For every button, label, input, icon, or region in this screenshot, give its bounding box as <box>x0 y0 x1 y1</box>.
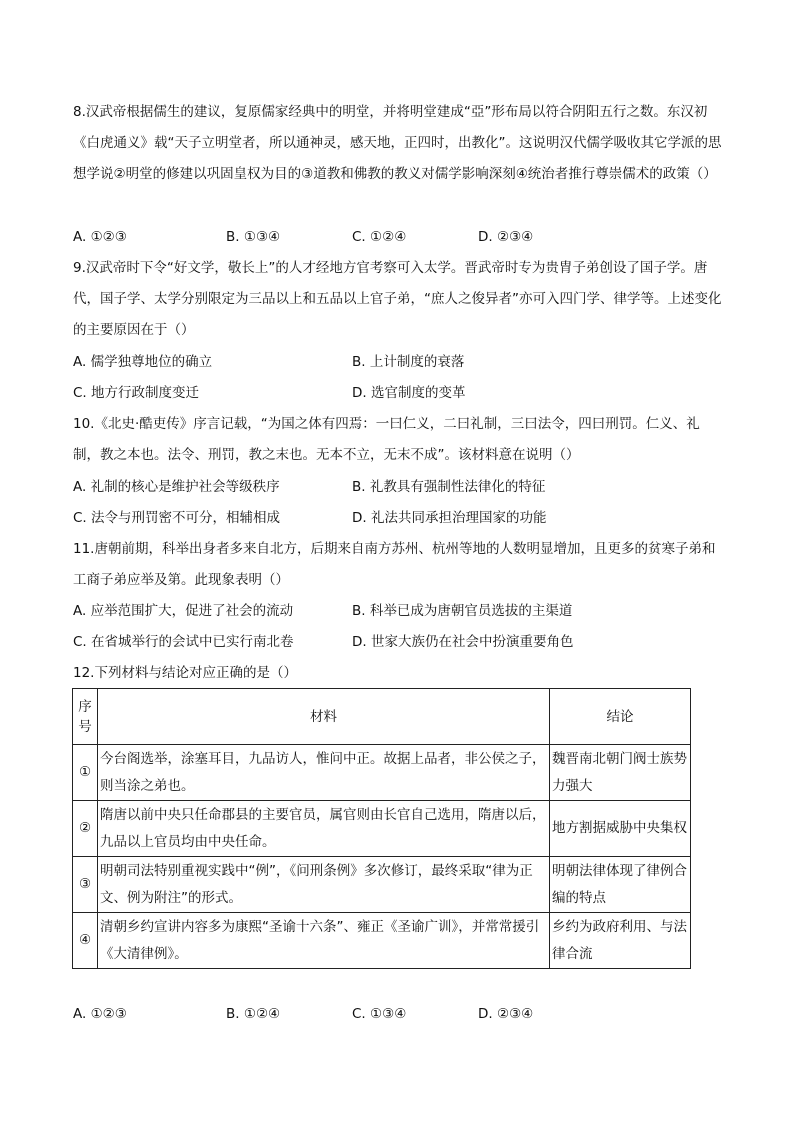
question-12-table <box>72 688 691 969</box>
question-12-option-d[interactable]: D. ②③④ <box>478 1006 534 1022</box>
question-12-option-c[interactable]: C. ①③④ <box>352 1006 407 1022</box>
question-12-stem <box>73 662 723 684</box>
table-row <box>73 857 691 913</box>
row-conclusion: 魏晋南北朝门阀士族势力强大 <box>550 745 691 801</box>
question-12-stem-text: 12.下列材料与结论对应正确的是（） <box>73 665 297 681</box>
question-8-option-a[interactable]: A. ①②③ <box>73 229 127 245</box>
question-9-options-row1 <box>73 351 723 373</box>
question-10-option-d[interactable]: D. 礼法共同承担治理国家的功能 <box>352 510 547 526</box>
table-row <box>73 801 691 857</box>
question-8-stem: 8.汉武帝根据儒生的建议，复原儒家经典中的明堂，并将明堂建成“亞”形布局以符合阴阳五行之数。东汉初《白虎通义》载“天子立明堂者，所以通神灵，感天地，正四时，出教化”。这说明汉代儒学吸收其它学派的思想学说②明堂的修建以巩固皇权为目的③道教和佛教的教义对儒学影响深刻④统治者推行尊崇儒术的政策（） <box>73 104 722 182</box>
header-material: 材料 <box>98 689 550 745</box>
row-number: ① <box>73 745 98 801</box>
question-11-options-row2 <box>73 631 723 653</box>
table-header-row <box>73 689 691 745</box>
row-material: 今台阁选举，涂塞耳目，九品访人，惟问中正。故据上品者，非公侯之子，则当涂之弟也。 <box>98 745 550 801</box>
question-10-stem: 10.《北史·酷吏传》序言记载，“为国之体有四焉：一曰仁义，二曰礼制，三曰法令，四曰刑罚。仁义、礼制，教之本也。法令、刑罚，教之末也。无本不立，无末不成”。该材料意在说明（） <box>73 416 700 463</box>
question-9-option-c[interactable]: C. 地方行政制度变迁 <box>73 385 200 401</box>
question-9-option-d[interactable]: D. 选官制度的变革 <box>352 385 466 401</box>
question-11-option-c[interactable]: C. 在省城举行的会试中已实行南北卷 <box>73 634 294 650</box>
question-12-option-a[interactable]: A. ①②③ <box>73 1006 127 1022</box>
question-11-option-d[interactable]: D. 世家大族仍在社会中扮演重要角色 <box>352 634 574 650</box>
row-conclusion: 明朝法律体现了律例合编的特点 <box>550 857 691 913</box>
question-9-options-row2 <box>73 382 723 404</box>
question-10-options-row2 <box>73 507 723 529</box>
question-9-stem: 9.汉武帝时下令“好文学，敬长上”的人才经地方官考察可入太学。晋武帝时专为贵胄子弟创设了国子学。唐代，国子学、太学分别限定为三品以上和五品以上官子弟，“庶人之俊异者”亦可入四门学、律学等。上述变化的主要原因在于（） <box>73 260 722 338</box>
row-material: 清朝乡约宣讲内容多为康熙“圣谕十六条”、雍正《圣谕广训》，并常常援引《大清律例》。 <box>98 913 550 969</box>
question-12-options <box>73 1003 723 1025</box>
row-conclusion: 乡约为政府利用、与法律合流 <box>550 913 691 969</box>
row-conclusion: 地方割据威胁中央集权 <box>550 801 691 857</box>
table-row <box>73 913 691 969</box>
question-10-options-row1 <box>73 476 723 498</box>
question-8-option-d[interactable]: D. ②③④ <box>478 229 534 245</box>
question-11-stem: 11.唐朝前期，科举出身者多来自北方，后期来自南方苏州、杭州等地的人数明显增加，且更多的贫寒子弟和工商子弟应举及第。此现象表明（） <box>73 541 716 588</box>
question-10-option-a[interactable]: A. 礼制的核心是维护社会等级秩序 <box>73 479 280 495</box>
header-conclusion: 结论 <box>550 689 691 745</box>
header-number: 序号 <box>73 689 98 745</box>
row-number: ② <box>73 801 98 857</box>
question-10-option-b[interactable]: B. 礼教具有强制性法律化的特征 <box>352 479 546 495</box>
question-8-option-c[interactable]: C. ①②④ <box>352 229 407 245</box>
question-11-options-row1 <box>73 600 723 622</box>
question-9-option-b[interactable]: B. 上计制度的衰落 <box>352 354 465 370</box>
question-12-option-b[interactable]: B. ①②④ <box>226 1006 281 1022</box>
question-9-option-a[interactable]: A. 儒学独尊地位的确立 <box>73 354 213 370</box>
row-number: ③ <box>73 857 98 913</box>
question-11-option-b[interactable]: B. 科举已成为唐朝官员选拔的主渠道 <box>352 603 573 619</box>
question-8-options <box>73 226 723 248</box>
table-row <box>73 745 691 801</box>
question-11-option-a[interactable]: A. 应举范围扩大，促进了社会的流动 <box>73 603 294 619</box>
question-8-option-b[interactable]: B. ①③④ <box>226 229 281 245</box>
row-material: 隋唐以前中央只任命郡县的主要官员，属官则由长官自己选用，隋唐以后，九品以上官员均由中央任命。 <box>98 801 550 857</box>
row-material: 明朝司法特别重视实践中“例”，《问刑条例》多次修订，最终采取“律为正文、例为附注”的形式。 <box>98 857 550 913</box>
question-10-option-c[interactable]: C. 法令与刑罚密不可分，相辅相成 <box>73 510 281 526</box>
row-number: ④ <box>73 913 98 969</box>
